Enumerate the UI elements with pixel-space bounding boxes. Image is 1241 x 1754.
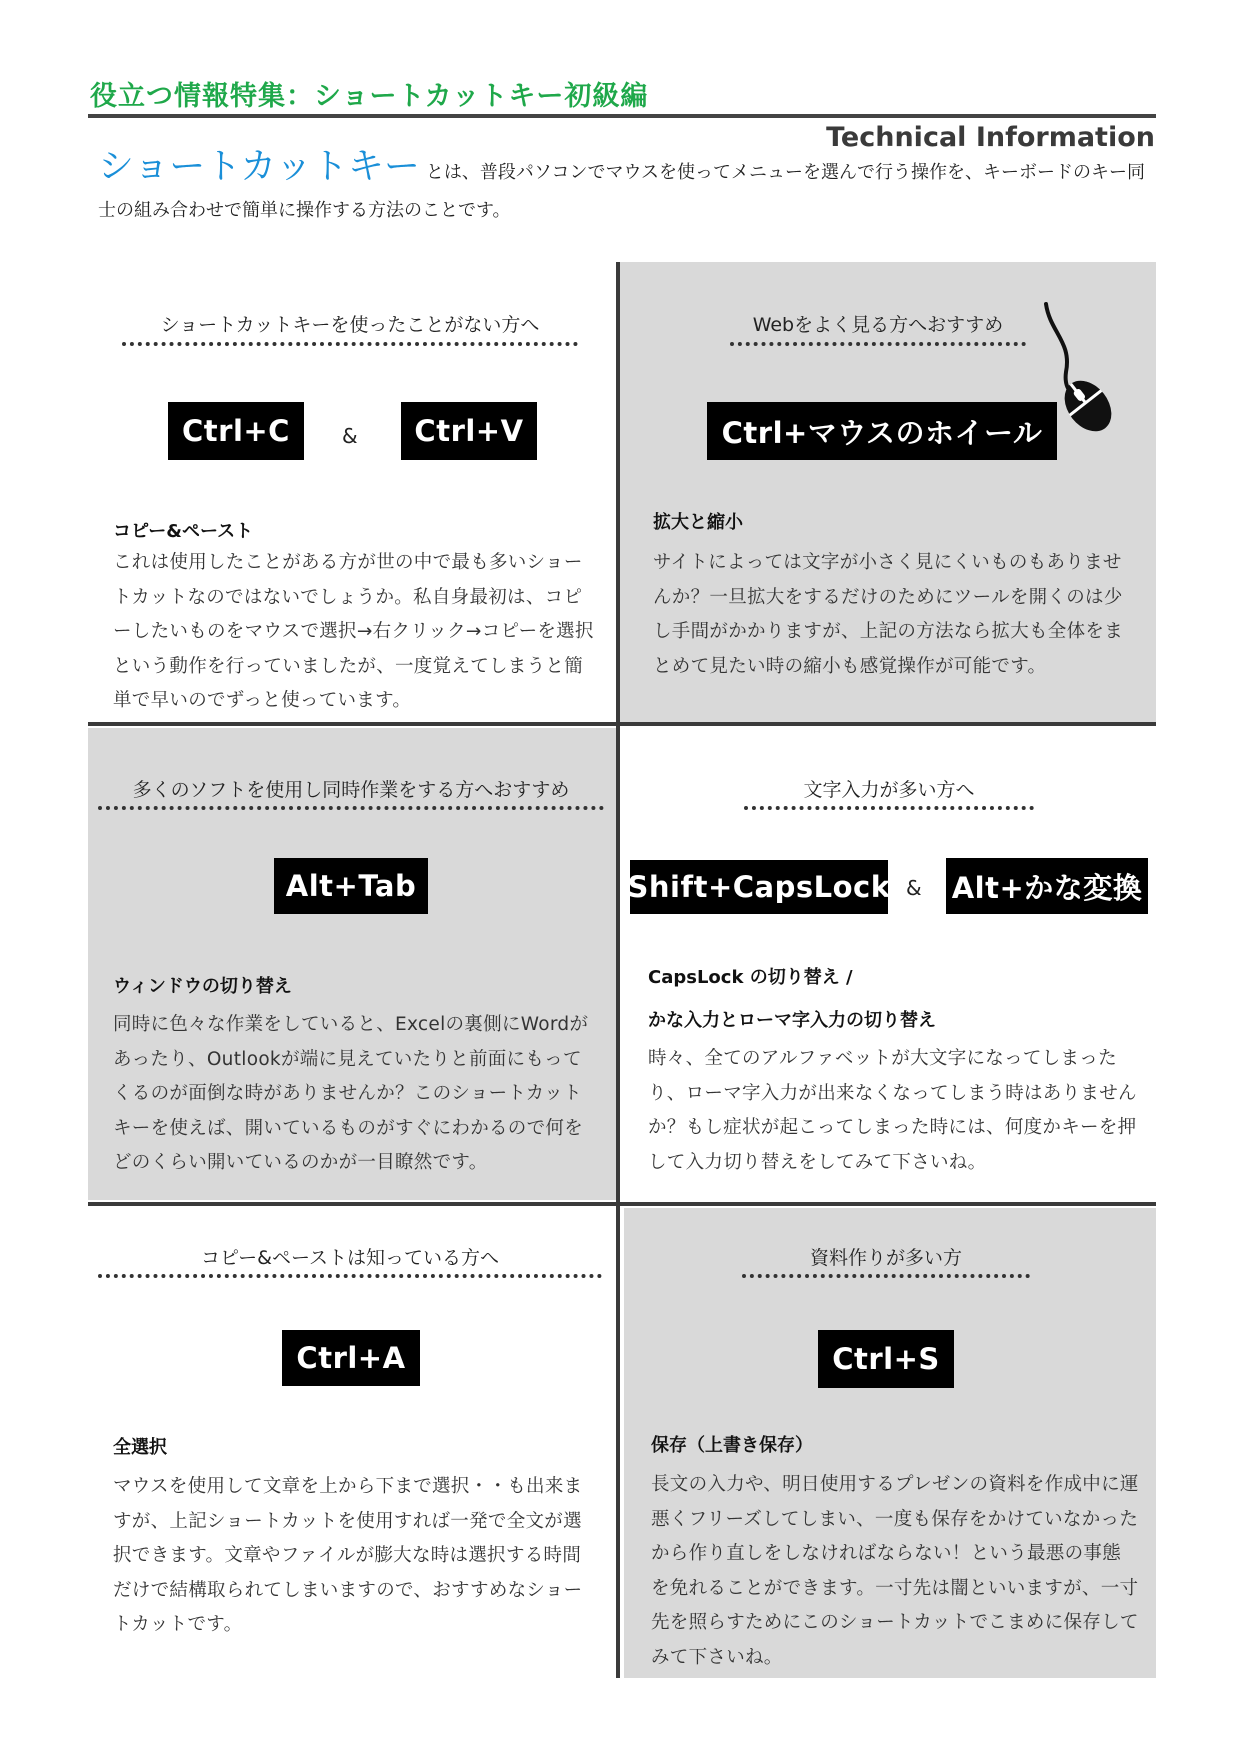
section-body: サイトによっては文字が小さく見にくいものもありませんか？一旦拡大をするだけのためにツールを開くのは少し手間がかかりますが、上記の方法なら拡大も全体をまとめて見たい時の縮小も感覚操作が可能です。	[653, 552, 1124, 677]
section-caption: 資料作りが多い方	[809, 1247, 962, 1269]
section-body: マウスを使用して文章を上から下まで選択・・も出来ますが、上記ショートカットを使用すれば一発で全文が選択できます。文章やファイルが膨大な時は選択する時間だけで結構取られてしまいますので、おすすめなショートカットです。	[113, 1476, 583, 1635]
section-caption: 文字入力が多い方へ	[803, 779, 975, 801]
grid-divider-1	[88, 722, 1156, 726]
section-heading: CapsLock の切り替え /	[648, 967, 853, 988]
page-subtitle: Technical Information	[826, 122, 1155, 153]
title-divider	[88, 114, 1156, 118]
ampersand: &	[906, 876, 922, 900]
section-caption: Webをよく見る方へおすすめ	[752, 314, 1004, 336]
section-heading: コピー&ペースト	[113, 521, 254, 542]
section-caption: 多くのソフトを使用し同時作業をする方へおすすめ	[132, 779, 570, 801]
key-combo: Alt+Tab	[274, 858, 428, 914]
caption-underline	[98, 1274, 602, 1278]
key-combo: Ctrl+V	[401, 402, 537, 460]
caption-underline	[122, 342, 578, 346]
page-title: 役立つ情報特集：ショートカットキー初級編	[90, 81, 649, 112]
ampersand: &	[342, 424, 358, 448]
section-heading: ウィンドウの切り替え	[113, 976, 292, 997]
intro-paragraph	[98, 148, 1148, 230]
caption-underline	[98, 806, 604, 810]
key-combo: Ctrl+A	[282, 1330, 420, 1386]
section-caption: コピー&ペーストは知っている方へ	[200, 1247, 500, 1269]
section-heading-2: かな入力とローマ字入力の切り替え	[648, 1010, 936, 1031]
grid-vertical-divider	[616, 262, 620, 1678]
section-caption: ショートカットキーを使ったことがない方へ	[160, 314, 540, 336]
key-combo: Ctrl+C	[168, 402, 304, 460]
caption-underline	[730, 342, 1026, 346]
section-body: これは使用したことがある方が世の中で最も多いショートカットなのではないでしょうか。私自身最初は、コピーしたいものをマウスで選択→右クリック→コピーを選択という動作を行っていましたが、一度覚えてしまうと簡単で早いのでずっと使っています。	[113, 552, 594, 711]
section-heading: 保存（上書き保存）	[651, 1435, 813, 1456]
grid-divider-2	[88, 1202, 1156, 1206]
caption-underline	[744, 806, 1034, 810]
section-body: 時々、全てのアルファベットが大文字になってしまったり、ローマ字入力が出来なくなってしまう時はありませんか？もし症状が起こってしまった時には、何度かキーを押して入力切り替えをしてみて下さいね。	[648, 1048, 1137, 1173]
section-body: 長文の入力や、明日使用するプレゼンの資料を作成中に運悪くフリーズしてしまい、一度も保存をかけていなかったから作り直しをしなければならない！という最悪の事態を免れることができます。一寸先は闇といいますが、一寸先を照らすためにこのショートカットでこまめに保存してみて下さいね。	[651, 1474, 1139, 1668]
caption-underline	[742, 1274, 1030, 1278]
section-heading: 拡大と縮小	[653, 512, 743, 533]
section-body: 同時に色々な作業をしていると、Excelの裏側にWordがあったり、Outlookが端に見えていたりと前面にもってくるのが面倒な時がありませんか？このショートカットキーを使えば、開いているものがすぐにわかるので何をどのくらい開いているのかが一目瞭然です。	[113, 1014, 589, 1173]
key-combo: Ctrl+S	[818, 1330, 954, 1388]
intro-lead: ショートカットキー	[98, 146, 420, 187]
key-combo: Shift+CapsLock	[630, 860, 888, 914]
key-combo: Ctrl+マウスのホイール	[707, 402, 1057, 460]
section-heading: 全選択	[113, 1437, 167, 1458]
intro-text: とは、普段パソコンでマウスを使ってメニューを選んで行う操作を、キーボードのキー同士の組み合わせで簡単に操作する方法のことです。	[98, 162, 1145, 221]
mouse-icon	[1038, 302, 1122, 434]
key-combo: Alt+かな変換	[946, 858, 1148, 914]
